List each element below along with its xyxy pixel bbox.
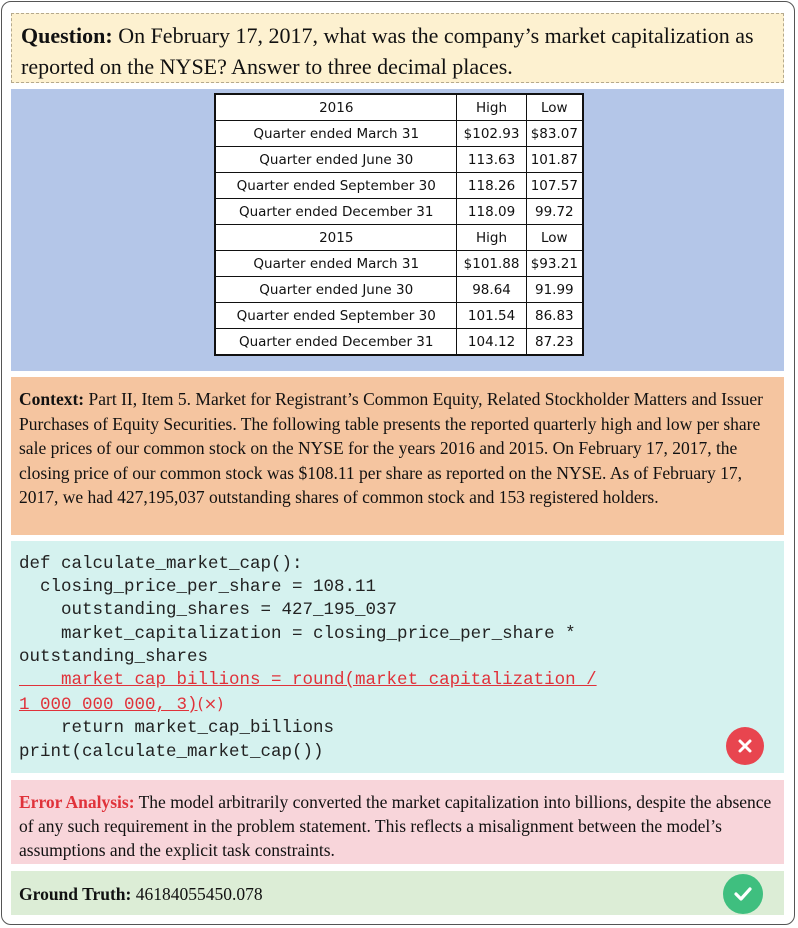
question-box <box>11 13 784 83</box>
ground-truth-value: 46184055450.078 <box>135 884 263 904</box>
table-cell: 107.57 <box>526 173 583 199</box>
code-line: outstanding_shares = 427_195_037 <box>19 600 398 621</box>
error-code-line <box>19 692 784 717</box>
code-line: closing_price_per_share = 108.11 <box>19 577 377 598</box>
error-code-text: market_cap_billions = round(market_capitalization / <box>19 670 597 691</box>
table-cell: Quarter ended March 31 <box>215 121 457 147</box>
code-line: outstanding_shares <box>19 646 209 667</box>
table-row <box>215 94 583 121</box>
context-text: Part II, Item 5. Market for Registrant’s Common Equity, Related Stockholder Matters and Issuer Purchases of Equity Securities. The following table presents the reported quarterly high and low per share sale prices of our common stock on the NYSE for the years 2016 and 2015. On February 17, 2017, the closing price of our common stock was $108.11 per share as reported on the NYSE. As of February 17, 2017, we had 427,195,037 outstanding shares of common stock and 153 registered holders. <box>19 389 763 507</box>
table-cell: Quarter ended June 30 <box>215 147 457 173</box>
table-row <box>215 121 583 147</box>
error-code-text: 1_000_000_000, 3) <box>19 695 198 716</box>
table-cell: 104.12 <box>457 329 526 356</box>
table-row <box>215 147 583 173</box>
table-cell: 113.63 <box>457 147 526 173</box>
table-cell: $83.07 <box>526 121 583 147</box>
table-cell: Quarter ended September 30 <box>215 173 457 199</box>
table-cell: Low <box>526 225 583 251</box>
table-cell: 86.83 <box>526 303 583 329</box>
table-cell: Quarter ended December 31 <box>215 329 457 356</box>
table-cell: $93.21 <box>526 251 583 277</box>
check-mark-icon <box>733 886 753 902</box>
question-text: On February 17, 2017, what was the company’s market capitalization as reported on the NYSE? Answer to three decimal places. <box>21 23 754 79</box>
table-cell: Quarter ended September 30 <box>215 303 457 329</box>
code-line: print(calculate_market_cap()) <box>19 741 324 762</box>
ground-truth-box <box>11 871 784 915</box>
table-cell: $102.93 <box>457 121 526 147</box>
table-cell: 2016 <box>215 94 457 121</box>
ground-truth-label: Ground Truth: <box>19 884 132 904</box>
table-cell: Quarter ended June 30 <box>215 277 457 303</box>
table-cell: Quarter ended March 31 <box>215 251 457 277</box>
error-analysis-text: The model arbitrarily converted the market capitalization into billions, despite the absence of any such requirement in the problem statement. This reflects a misalignment between the model’s assumptions and the explicit task constraints. <box>19 792 772 860</box>
table-cell: 101.54 <box>457 303 526 329</box>
table-row <box>215 329 583 356</box>
table-row <box>215 277 583 303</box>
table-cell: 118.09 <box>457 199 526 225</box>
table-cell: Low <box>526 94 583 121</box>
error-code-line <box>19 669 784 692</box>
x-circle-icon <box>726 727 764 765</box>
table-cell: 91.99 <box>526 277 583 303</box>
code-line: market_capitalization = closing_price_per_share * <box>19 623 576 644</box>
error-analysis-label: Error Analysis: <box>19 792 135 812</box>
code-line: return market_cap_billions <box>19 718 335 739</box>
table-row <box>215 199 583 225</box>
table-row <box>215 251 583 277</box>
question-label: Question: <box>21 23 113 48</box>
context-box <box>11 377 784 535</box>
table-cell: 2015 <box>215 225 457 251</box>
table-cell: High <box>457 225 526 251</box>
table-row <box>215 173 583 199</box>
context-label: Context: <box>19 389 85 409</box>
table-cell: 87.23 <box>526 329 583 356</box>
table-cell: $101.88 <box>457 251 526 277</box>
table-cell: 118.26 <box>457 173 526 199</box>
table-cell: 98.64 <box>457 277 526 303</box>
table-row <box>215 303 583 329</box>
check-circle-icon <box>723 874 763 914</box>
table-cell: Quarter ended December 31 <box>215 199 457 225</box>
error-analysis-box <box>11 780 784 864</box>
x-mark-icon <box>737 738 753 754</box>
table-cell: High <box>457 94 526 121</box>
table-cell: 101.87 <box>526 147 583 173</box>
code-block <box>11 541 784 773</box>
table-row <box>215 225 583 251</box>
table-panel <box>11 89 784 371</box>
code-line: def calculate_market_cap(): <box>19 554 303 574</box>
error-mark: (×) <box>197 694 224 714</box>
stock-price-table <box>214 93 584 356</box>
table-cell: 99.72 <box>526 199 583 225</box>
